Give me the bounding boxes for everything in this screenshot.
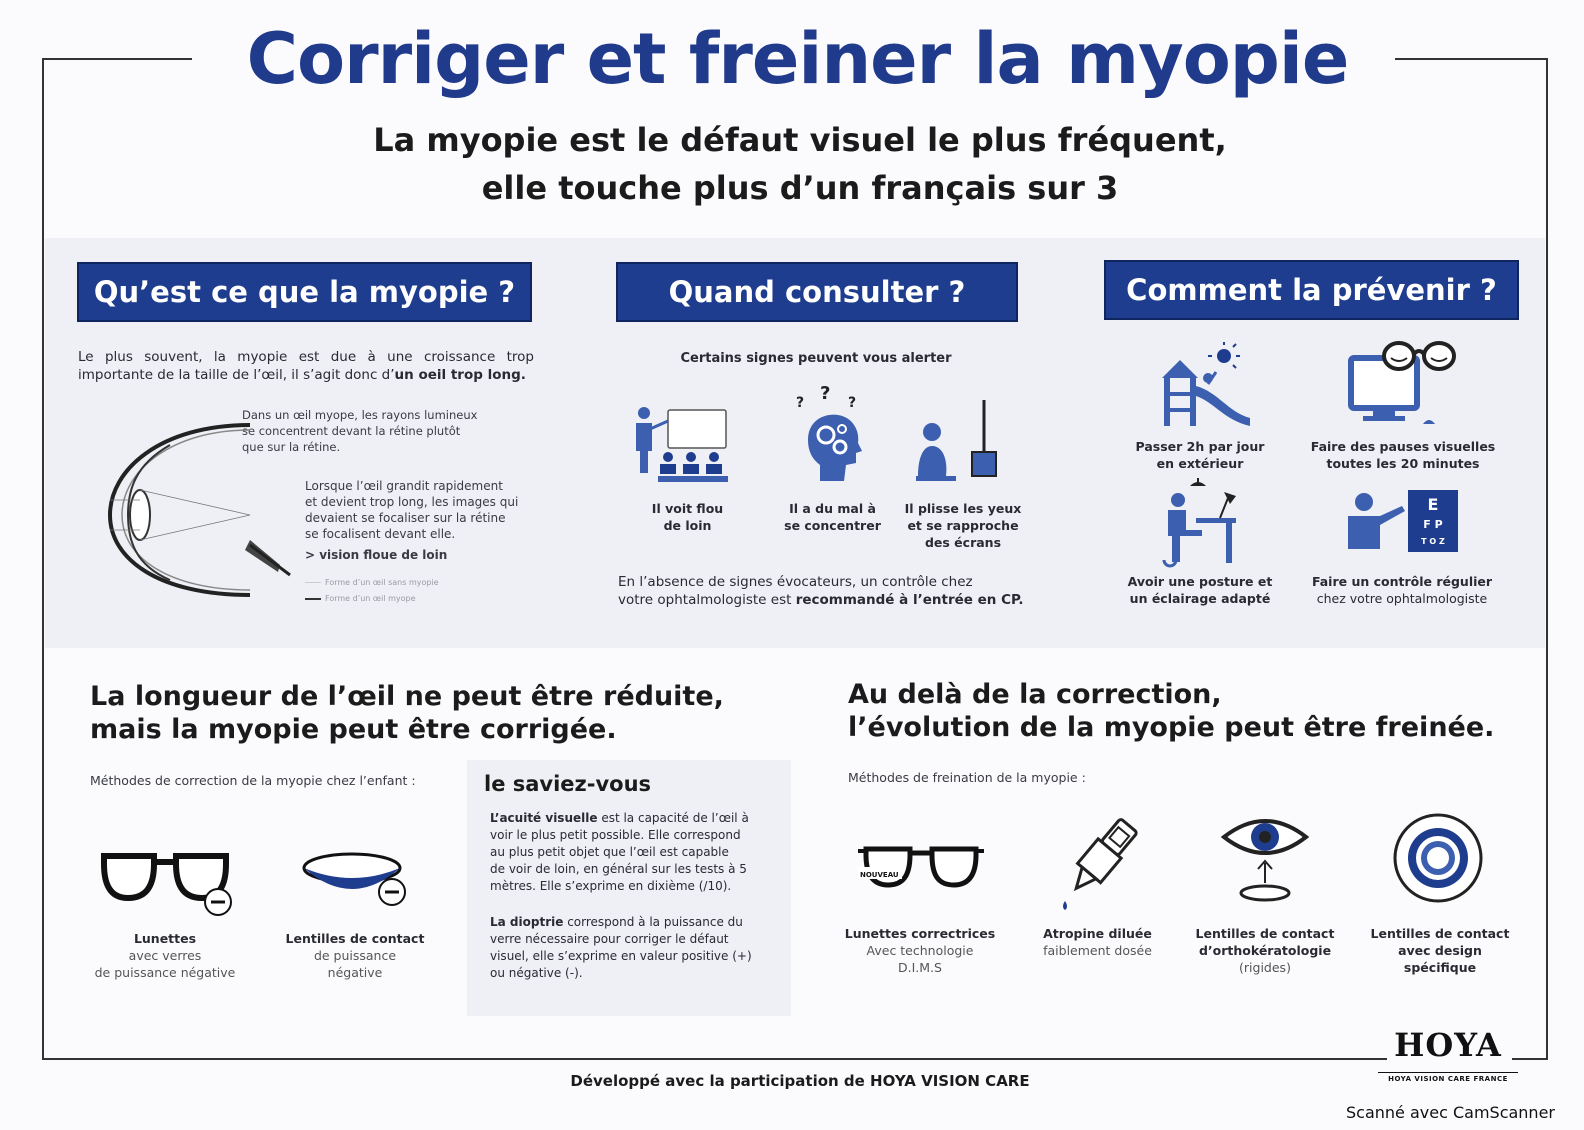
section-heading-consulter: Quand consulter ? [616, 262, 1018, 322]
frame-line [42, 58, 192, 60]
section-heading-myopie: Qu’est ce que la myopie ? [77, 262, 532, 322]
contact-lens-minus-icon [300, 850, 420, 910]
concentric-lens-icon [1392, 812, 1484, 904]
playground-slide-icon [1158, 342, 1258, 430]
frame-line [42, 58, 44, 1058]
eye-lens-icon [1220, 815, 1310, 905]
myopie-note-rays: Dans un œil myope, les rayons lumineux se concentrent devant la rétine plutôt que sur la rétine. [242, 408, 478, 454]
acuity-definition: L’acuité visuelle est la capacité de l’œil à voir le plus petit possible. Elle correspond au plus petit objet que l’œil est capable de voir de loin, en général sur les tests à 5 mètres. Elle s’exprime en dixième (/10). [490, 811, 749, 893]
frame-line [42, 1058, 1387, 1060]
correction-heading: La longueur de l’œil ne peut être réduite, mais la myopie peut être corrigée. [90, 681, 724, 745]
svg-text:NOUVEAU: NOUVEAU [860, 871, 899, 879]
classroom-icon [628, 405, 738, 490]
svg-text:E: E [1427, 495, 1439, 514]
page-title: Corriger et freiner la myopie [246, 18, 1349, 100]
thinking-head-icon [790, 385, 870, 485]
method-label: Lentilles de contact d’orthokératologie (rigides) [1195, 926, 1335, 975]
tip-label: Avoir une posture et un éclairage adapté [1127, 574, 1273, 606]
svg-text:F P: F P [1423, 518, 1443, 531]
desk-lamp-icon [1160, 478, 1240, 568]
page-subtitle: La myopie est le défaut visuel le plus fréquent, elle touche plus d’un français sur 3 [373, 121, 1227, 207]
eye-dropper-icon [1055, 815, 1145, 910]
correction-methods-label: Méthodes de correction de la myopie chez l’enfant : [90, 773, 416, 788]
diopter-definition: La dioptrie correspond à la puissance du verre nécessaire pour corriger le défaut visuel, elle s’exprime en valeur positive (+) ou négative (-). [490, 915, 752, 980]
method-label: Lunettes avec verres de puissance négative [94, 931, 236, 980]
glasses-dims-icon [858, 845, 984, 895]
tip-label: Faire un contrôle régulier chez votre ophtalmologiste [1311, 574, 1493, 606]
hoya-logo: HOYA [1394, 1026, 1502, 1064]
legend-myope-eye: Forme d’un œil myope [305, 594, 416, 603]
method-label: Atropine diluée faiblement dosée [1043, 926, 1152, 958]
svg-text:?: ? [820, 385, 831, 404]
myopie-note-growth: Lorsque l’œil grandit rapidement et devient trop long, les images qui devaient se focaliser sur la rétine se focalisent devant elle. > vision floue de loin [305, 479, 519, 562]
method-label: Lunettes correctrices Avec technologie D.I.M.S [844, 926, 996, 975]
sign-label: Il plisse les yeux et se rapproche des écrans [904, 501, 1022, 550]
did-you-know-title: le saviez-vous [484, 772, 652, 796]
tip-label: Faire des pauses visuelles toutes les 20 minutes [1310, 439, 1496, 471]
method-label: Lentilles de contact avec design spécifique [1370, 926, 1510, 975]
glasses-minus-icon [98, 850, 238, 918]
computer-glasses-icon [1343, 338, 1463, 430]
frame-line [1546, 58, 1548, 1058]
sign-label: Il voit flou de loin [651, 501, 724, 533]
svg-text:?: ? [848, 395, 857, 411]
freination-methods-label: Méthodes de freination de la myopie : [848, 770, 1086, 785]
freination-heading: Au delà de la correction, l’évolution de la myopie peut être freinée. [848, 679, 1495, 743]
svg-text:?: ? [796, 395, 805, 411]
footer-credit: Développé avec la participation de HOYA VISION CARE [570, 1072, 1030, 1090]
section-heading-prevenir: Comment la prévenir ? [1104, 260, 1519, 320]
svg-text:T O Z: T O Z [1421, 537, 1445, 546]
frame-line [1395, 58, 1547, 60]
scanner-watermark: Scanné avec CamScanner [1346, 1103, 1555, 1122]
consult-recommendation: En l’absence de signes évocateurs, un contrôle chez votre ophtalmologiste est recommandé à l’entrée en CP. [618, 574, 1024, 608]
hoya-tagline: HOYA VISION CARE FRANCE [1378, 1072, 1518, 1083]
myopie-intro: Le plus souvent, la myopie est due à une croissance trop importante de la taille de l’œil, il s’agit donc d’un oeil trop long. [78, 349, 534, 383]
child-screen-icon [912, 398, 1002, 488]
tip-label: Passer 2h par jour en extérieur [1135, 439, 1265, 471]
eye-chart-icon [1344, 488, 1464, 568]
legend-normal-eye: Forme d’un œil sans myopie [305, 578, 439, 587]
method-label: Lentilles de contact de puissance négative [285, 931, 425, 980]
sign-label: Il a du mal à se concentrer [784, 501, 881, 533]
eye-diagram-icon [100, 400, 300, 600]
signs-intro: Certains signes peuvent vous alerter [680, 351, 952, 366]
